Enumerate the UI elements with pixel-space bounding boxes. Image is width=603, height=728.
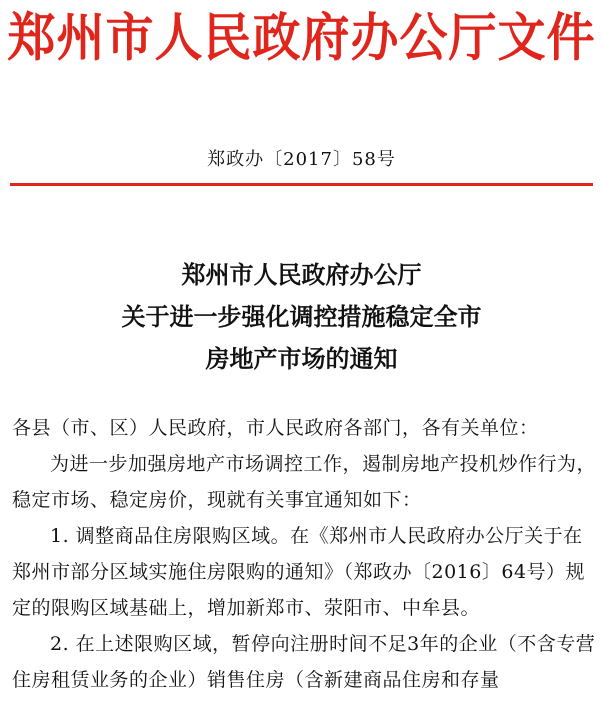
- notice-title-line-2: 关于进一步强化调控措施稳定全市: [121, 303, 482, 331]
- document-number: 郑政办〔2017〕58号: [207, 149, 396, 170]
- salutation: 各县（市、区）人民政府，市人民政府各部门，各有关单位：: [12, 417, 539, 439]
- notice-title-line-1: 郑州市人民政府办公厅: [181, 261, 422, 289]
- notice-body: [12, 410, 596, 698]
- intro-paragraph: 为进一步加强房地产市场调控工作，遏制房地产投机炒作行为，稳定市场、稳定房价，现就有关事宜通知如下：: [12, 453, 597, 511]
- item-2-paragraph: 2. 在上述限购区域，暂停向注册时间不足3年的企业（不含专营住房租赁业务的企业）销售住房（含新建商品住房和存量: [12, 633, 596, 691]
- notice-title-line-3: 房地产市场的通知: [205, 345, 398, 373]
- document-header-title: 郑州市人民政府办公厅文件: [7, 7, 596, 69]
- notice-title: [0, 254, 603, 380]
- item-1-paragraph: 1. 调整商品住房限购区域。在《郑州市人民政府办公厅关于在郑州市部分区域实施住房限购的通知》（郑政办〔2016〕64号）规定的限购区域基础上，增加新郑市、荥阳市、中牟县。: [12, 525, 586, 619]
- red-divider-line: [10, 183, 593, 186]
